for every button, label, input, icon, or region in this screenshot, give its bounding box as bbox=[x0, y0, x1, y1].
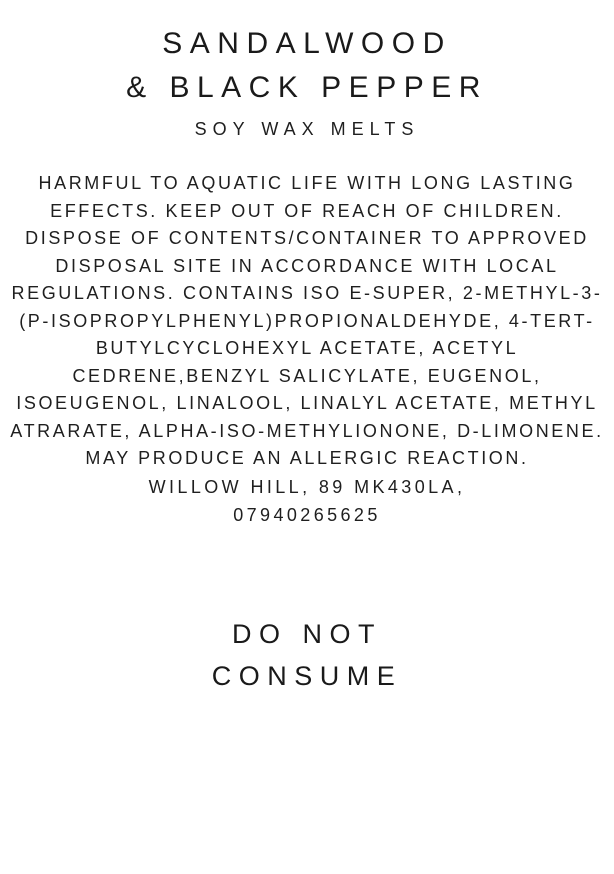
footer-line-1: DO NOT bbox=[232, 618, 382, 649]
footer-block bbox=[6, 613, 608, 697]
footer-line-2: CONSUME bbox=[211, 660, 403, 691]
warning-block bbox=[6, 170, 608, 473]
warning-text: HARMFUL TO AQUATIC LIFE WITH LONG LASTING EFFECTS. KEEP OUT OF REACH OF CHILDREN. DISPOSE OF CONTENTS/CONTAINER TO APPROVED DISPOSAL SITE IN ACCORDANCE WITH LOCAL REGULATIONS. CONTAINS ISO E-SUPER, 2-METHYL-3-(P-ISOPROPYLPHENYL)PROPIONALDEHYDE, 4-TERT-BUTYLCYCLOHEXYL ACETATE, ACETYL CEDRENE,BENZYL SALICYLATE, EUGENOL, ISOEUGENOL, LINALOOL, LINALYL ACETATE, METHYL ATRARATE, ALPHA-ISO-METHYLIONONE, D-LIMONENE. MAY PRODUCE AN ALLERGIC REACTION. bbox=[10, 173, 604, 468]
page-title-line-2: & BLACK PEPPER bbox=[126, 71, 488, 104]
phone-text: 07940265625 bbox=[233, 504, 381, 525]
product-subtitle: SOY WAX MELTS bbox=[194, 119, 420, 139]
page-title-line-1: SANDALWOOD bbox=[162, 27, 452, 60]
contact-block bbox=[6, 473, 608, 529]
address-text: WILLOW HILL, 89 MK430LA, bbox=[148, 476, 466, 497]
title-block bbox=[6, 22, 608, 146]
